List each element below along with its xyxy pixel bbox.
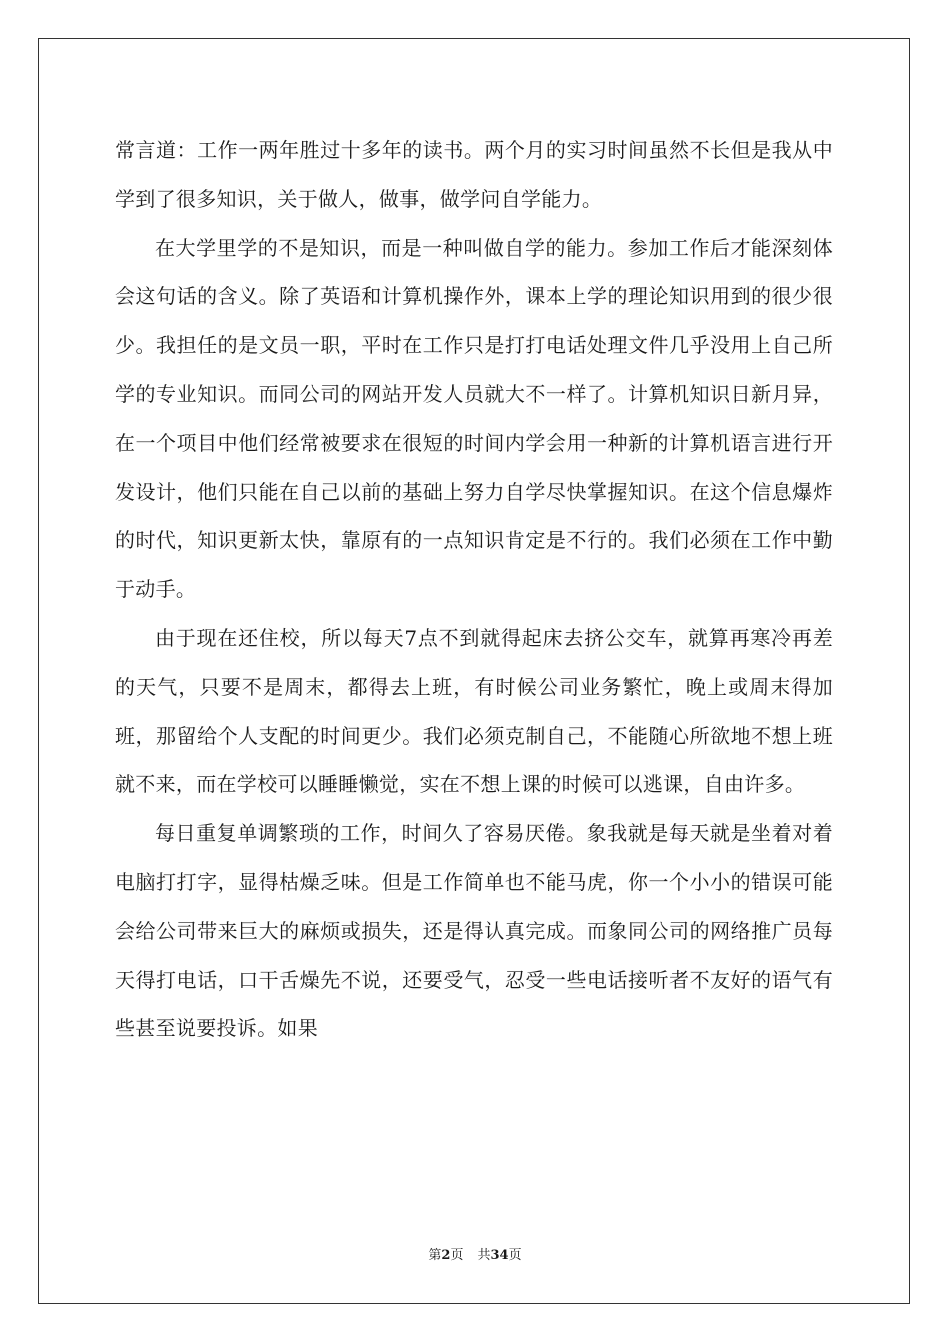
total-suffix: 页 [508, 1248, 522, 1263]
page-current: 2 [441, 1248, 451, 1263]
paragraph-1: 常言道：工作一两年胜过十多年的读书。两个月的实习时间虽然不长但是我从中学到了很多知识，关于做人，做事，做学问自学能力。 [115, 138, 833, 211]
page-prefix: 第 [428, 1248, 442, 1263]
total-prefix: 共 [477, 1248, 491, 1263]
paragraph-4: 每日重复单调繁琐的工作，时间久了容易厌倦。象我就是每天就是坐着对着电脑打打字，显得枯燥乏味。但是工作简单也不能马虎，你一个小小的错误可能会给公司带来巨大的麻烦或损失，还是得认真完成。而象同公司的网络推广员每天得打电话，口干舌燥先不说，还要受气，忍受一些电话接听者不友好的语气有些甚至说要投诉。如果 [115, 821, 833, 1041]
paragraph-2: 在大学里学的不是知识，而是一种叫做自学的能力。参加工作后才能深刻体会这句话的含义。除了英语和计算机操作外，课本上学的理论知识用到的很少很少。我担任的是文员一职，平时在工作只是打打电话处理文件几乎没用上自己所学的专业知识。而同公司的网站开发人员就大不一样了。计算机知识日新月异，在一个项目中他们经常被要求在很短的时间内学会用一种新的计算机语言进行开发设计，他们只能在自己以前的基础上努力自学尽快掌握知识。在这个信息爆炸的时代，知识更新太快，靠原有的一点知识肯定是不行的。我们必须在工作中勤于动手。 [115, 235, 833, 602]
paragraph-3: 由于现在还住校，所以每天7点不到就得起床去挤公交车，就算再寒冷再差的天气，只要不是周末，都得去上班，有时候公司业务繁忙，晚上或周末得加班，那留给个人支配的时间更少。我们必须克制自己，不能随心所欲地不想上班就不来，而在学校可以睡睡懒觉，实在不想上课的时候可以逃课，自由许多。 [115, 625, 833, 797]
page-footer [0, 1244, 950, 1263]
page-suffix: 页 [450, 1248, 464, 1263]
document-body [115, 126, 833, 1053]
page-total: 34 [490, 1248, 509, 1263]
